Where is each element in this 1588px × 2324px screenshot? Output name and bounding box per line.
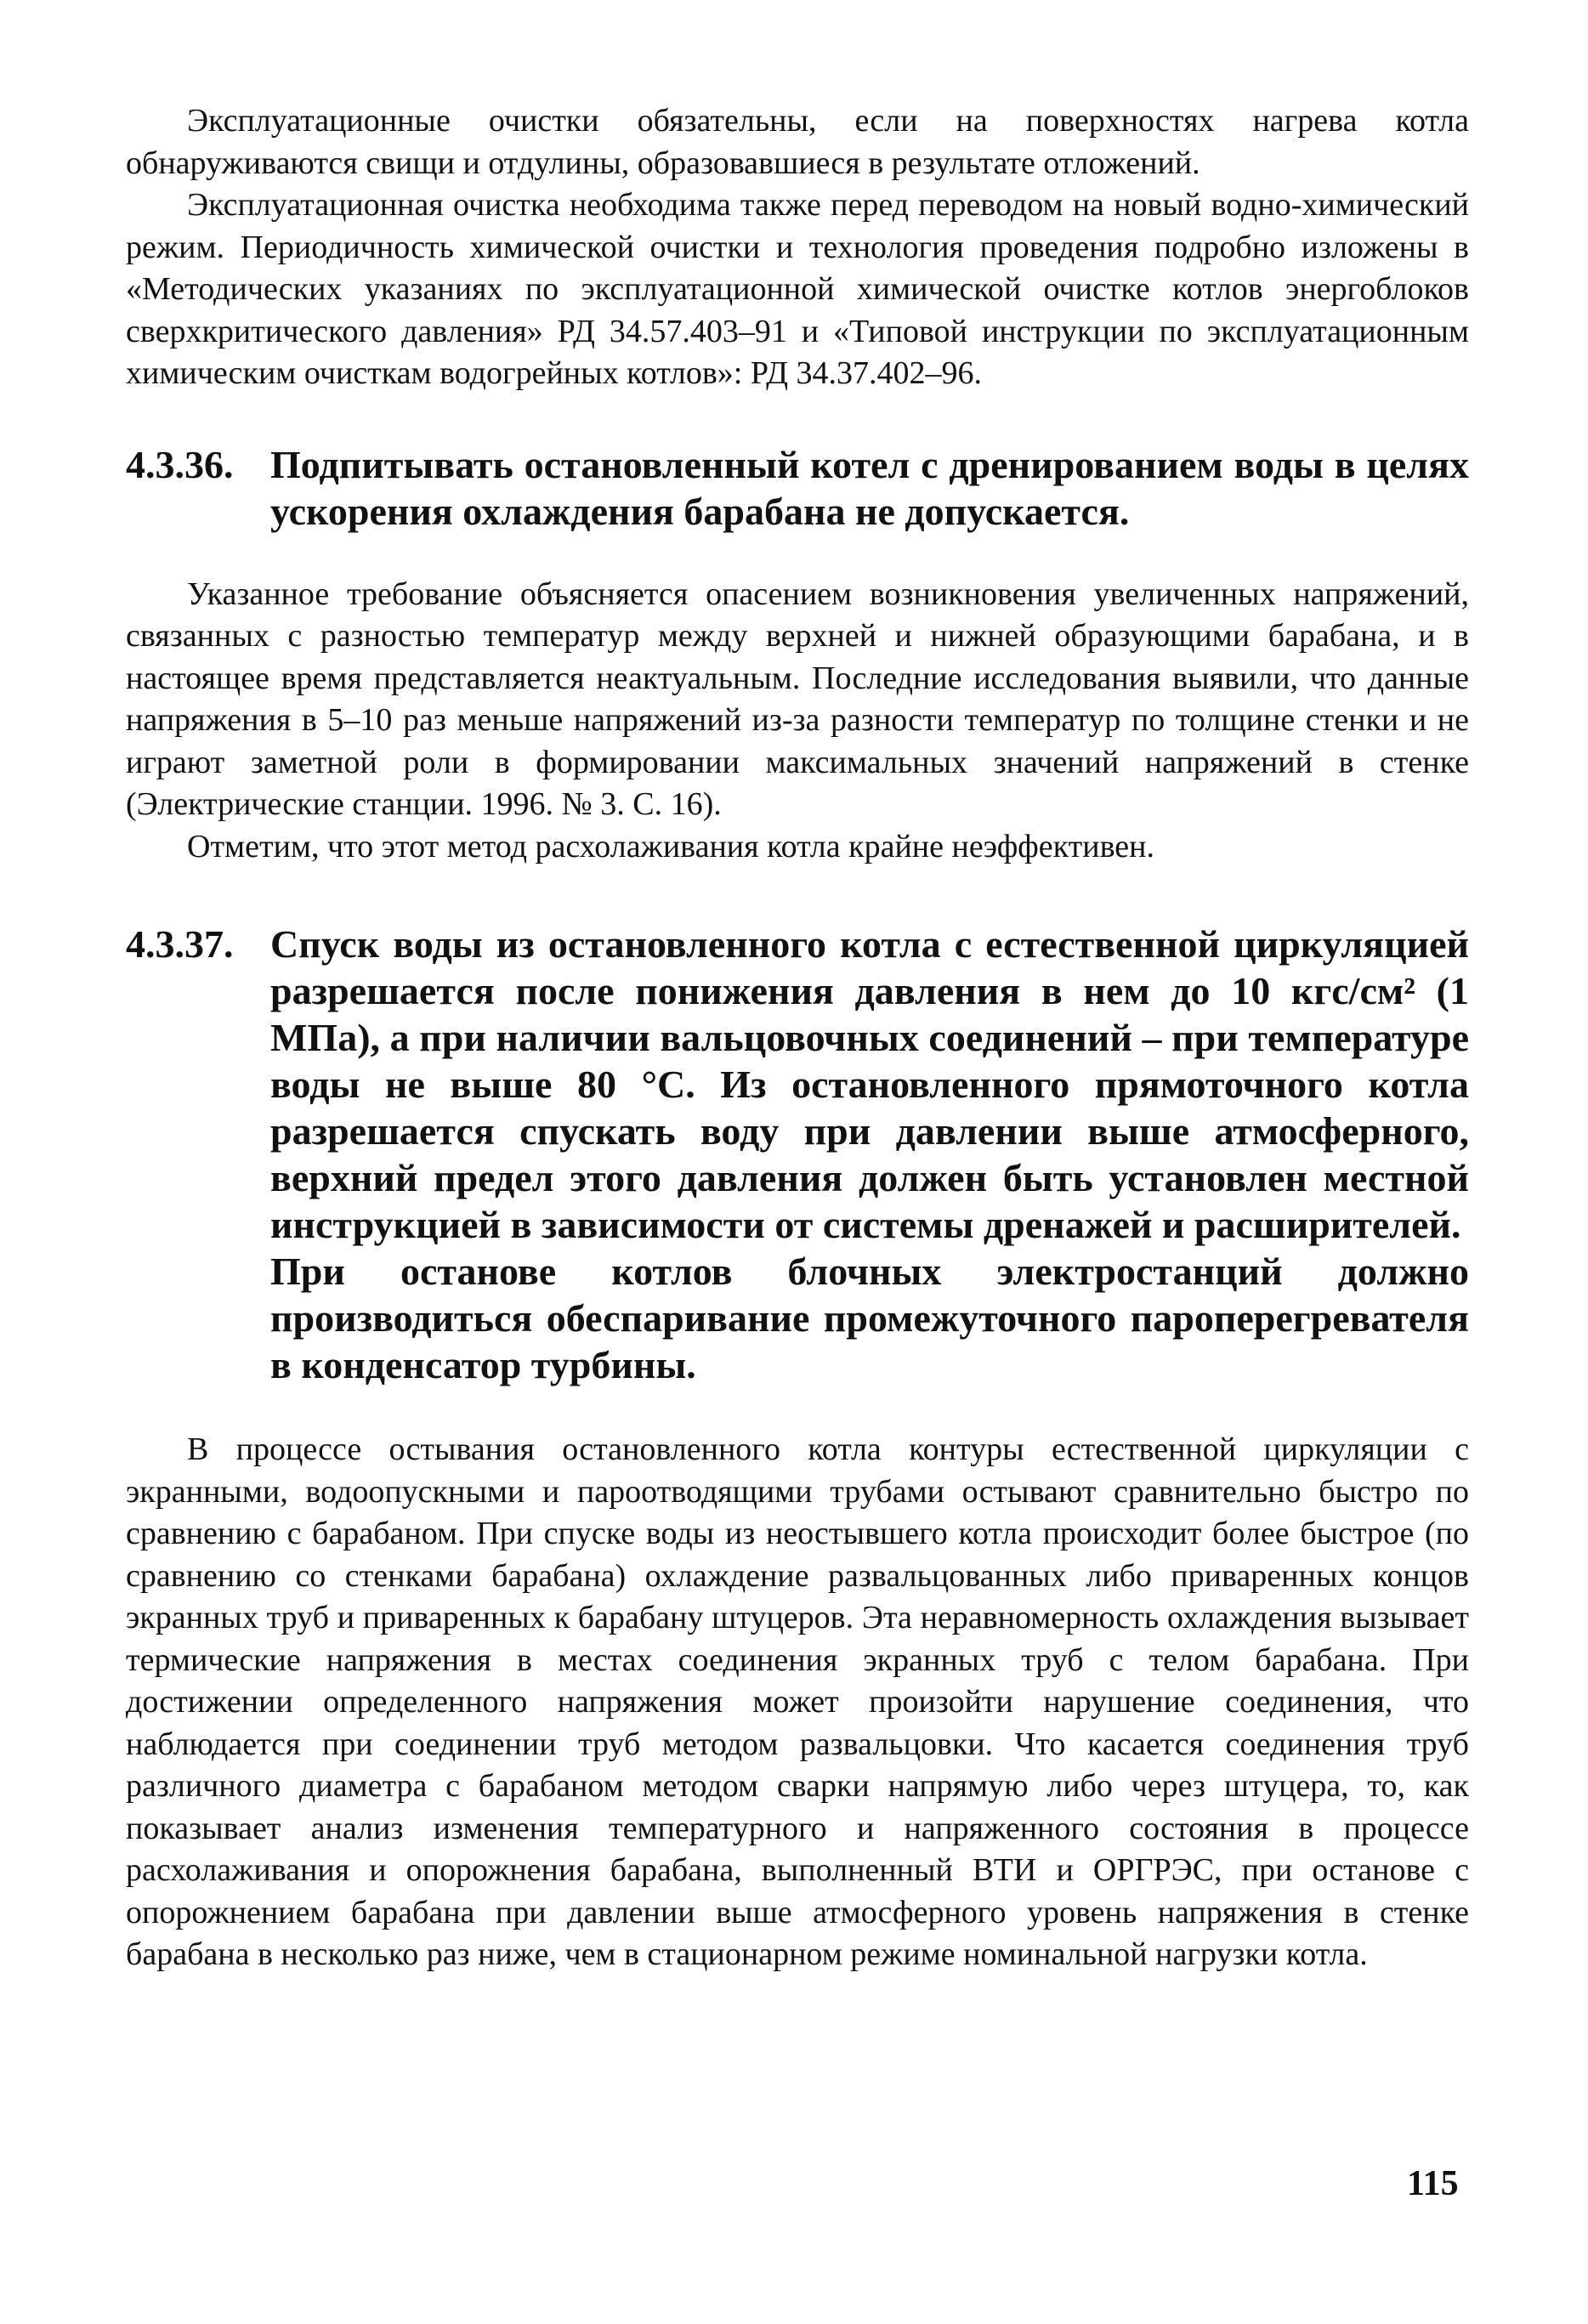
page-number: 115 [1407, 2164, 1459, 2203]
paragraph-operational-cleaning: Эксплуатационные очистки обязательны, если на поверхностях нагрева котла обнаруживаются свищи и отдулины, образовавшиеся в результате отложений. [126, 103, 1469, 181]
section-heading-body [270, 921, 1469, 1388]
page-content [126, 100, 1469, 1976]
paragraph-method-note: Отметим, что этот метод расхолаживания котла крайне неэффективен. [187, 828, 1154, 864]
section-title-part-1: Спуск воды из остановленного котла с естественной циркуляцией разрешается после понижения давления в нем до 10 кгс/см² (1 МПа), а при наличии вальцовочных соединений – при температуре воды не выше 80 °С. Из остановленного прямоточного котла разрешается спускать воду при давлении выше атмосферного, верхний предел этого давления должен быть установлен местной инструкцией в зависимости от системы дренажей и расширителей. [270, 922, 1469, 1246]
section-number: 4.3.37. [126, 922, 234, 966]
section-title: Подпитывать остановленный котел с дренированием воды в целях ускорения охлаждения барабана не допускается. [270, 442, 1469, 533]
section-heading-body [270, 441, 1469, 535]
section-4-3-37 [126, 921, 1469, 1388]
section-title-part-2: При останове котлов блочных электростанций должно производиться обеспаривание промежуточного пароперегревателя в конденсатор турбины. [270, 1250, 1469, 1386]
section-number: 4.3.36. [126, 442, 234, 486]
paragraph-requirement-explanation: Указанное требование объясняется опасением возникновения увеличенных напряжений, связанных с разностью температур между верхней и нижней образующими барабана, и в настоящее время представляется неактуальным. Последние исследования выявили, что данные напряжения в 5–10 раз меньше напряжений из-за разности температур по толщине стенки и не играют заметной роли в формировании максимальных значений напряжений в стенке (Электрические станции. 1996. № 3. С. 16). [126, 575, 1469, 822]
section-4-3-36 [126, 441, 1469, 535]
paragraph-cleaning-guidelines: Эксплуатационная очистка необходима также перед переводом на новый водно-химический режим. Периодичность химической очистки и технология проведения подробно изложены в «Методических указаниях по эксплуатационной химической очистке котлов энергоблоков сверхкритического давления» РД 34.57.403–91 и «Типовой инструкции по эксплуатационным химическим очисткам водогрейных котлов»: РД 34.37.402–96. [126, 187, 1469, 391]
paragraph-cooling-process: В процессе остывания остановленного котла контуры естественной циркуляции с экранными, водоопускными и пароотводящими трубами остывают сравнительно быстро по сравнению с барабаном. При спуске воды из неостывшего котла происходит более быстрое (по сравнению со стенками барабана) охлаждение развальцованных либо приваренных концов экранных труб и приваренных к барабану штуцеров. Эта неравномерность охлаждения вызывает термические напряжения в местах соединения экранных труб с телом барабана. При достижении определенного напряжения может произойти нарушение соединения, что наблюдается при соединении труб методом развальцовки. Что касается соединения труб различного диаметра с барабаном методом сварки напрямую либо через штуцера, то, как показывает анализ изменения температурного и напряженного состояния в процессе расхолаживания и опорожнения барабана, выполненный ВТИ и ОРГРЭС, при останове с опорожнением барабана при давлении выше атмосферного уровень напряжения в стенке барабана в несколько раз ниже, чем в стационарном режиме номинальной нагрузки котла. [126, 1431, 1469, 1972]
